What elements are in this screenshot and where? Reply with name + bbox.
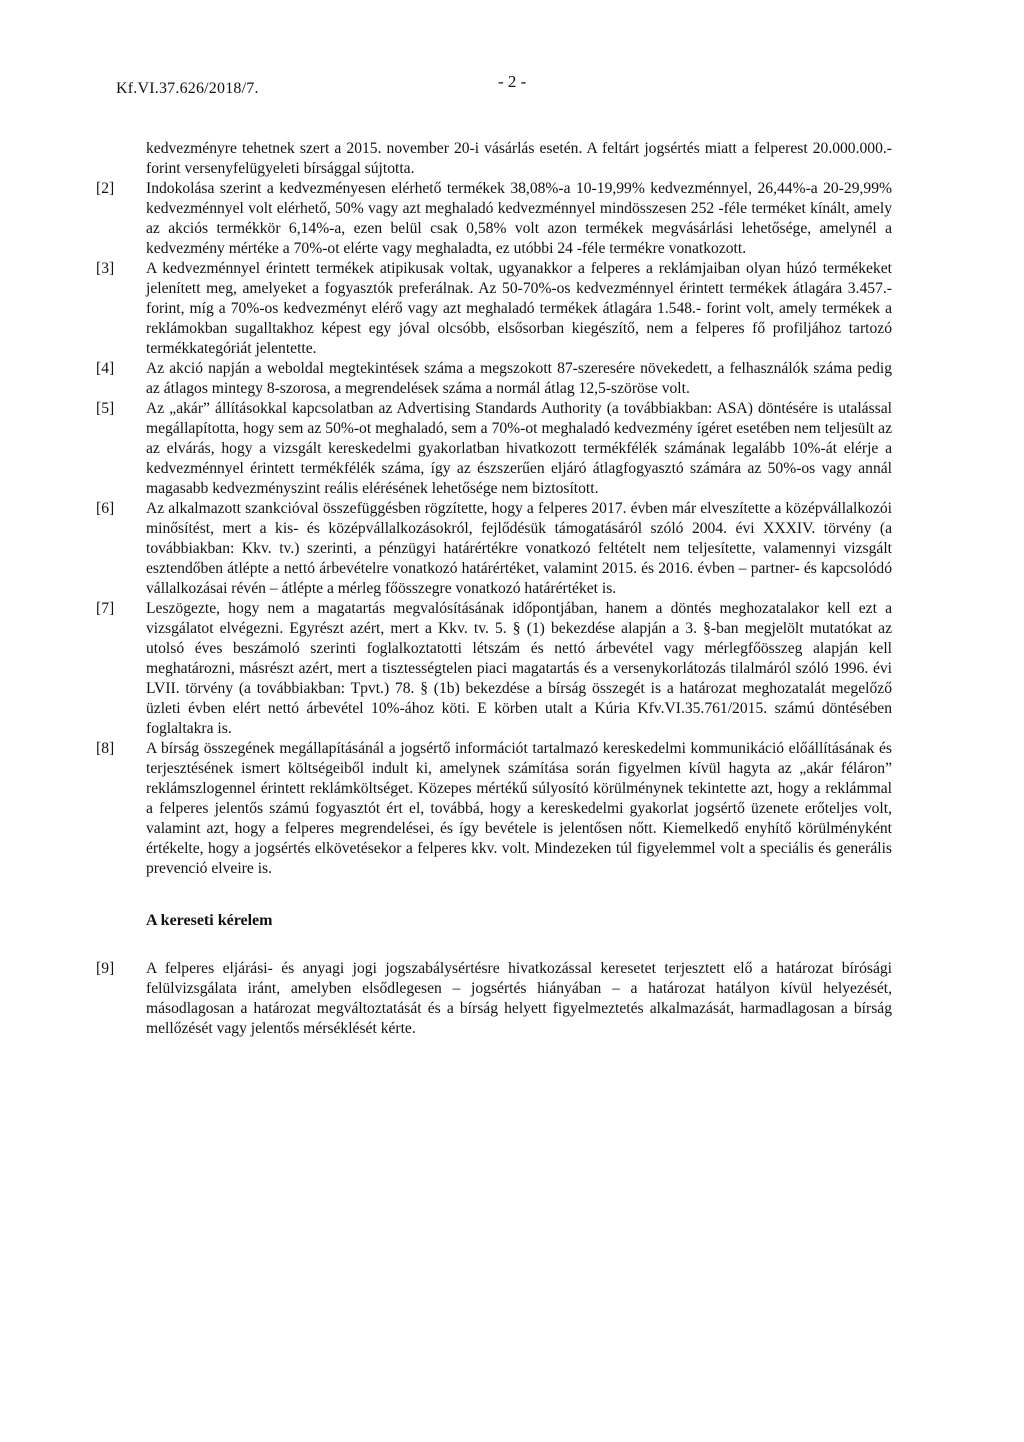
section-title: A kereseti kérelem bbox=[146, 912, 273, 929]
paragraph-6 bbox=[96, 499, 892, 599]
paragraph-number: [8] bbox=[96, 740, 115, 757]
paragraph-number: [7] bbox=[96, 600, 115, 617]
paragraph-text: Az akció napján a weboldal megtekintések száma a megszokott 87-szeresére növekedett, a felhasználók száma pedig az átlagos mintegy 8-szorosa, a megrendelések száma a normál átlag 12,5-szöröse volt. bbox=[146, 360, 892, 397]
intro-text: kedvezményre tehetnek szert a 2015. november 20-i vásárlás esetén. A feltárt jogsértés miatt a felperest 20.000.000.- forint versenyfelügyeleti bírsággal sújtotta. bbox=[146, 140, 892, 177]
paragraph-number: [5] bbox=[96, 400, 115, 417]
paragraph-2 bbox=[96, 179, 892, 259]
paragraph-text: A bírság összegének megállapításánál a jogsértő információt tartalmazó kereskedelmi kommunikáció előállításának és terjesztésének ismert költségeiből indult ki, amelynek számítása során figyelmen kívül hagyta az „akár féláron” reklámszlogennel érintett reklámköltséget. Közepes mértékű súlyosító körülménynek tekintette azt, hogy a reklámmal a felperes jelentős számú fogyasztót ért el, továbbá, hogy a kereskedelmi gyakorlat jogsértő üzenete erőteljes volt, valamint azt, hogy a felperes megrendelései, és így bevétele is jelentősen nőtt. Kiemelkedő enyhítő körülményként értékelte, hogy a jogsértés elkövetésekor a felperes kkv. volt. Mindezeken túl figyelemmel volt a speciális és generális prevenció elveire is. bbox=[146, 740, 892, 877]
paragraph-5 bbox=[96, 399, 892, 499]
page-number: - 2 - bbox=[498, 72, 527, 91]
paragraph-text: Leszögezte, hogy nem a magatartás megvalósításának időpontjában, hanem a döntés meghozatalakor kell ezt a vizsgálatot elvégezni. Egyrészt azért, mert a Kkv. tv. 5. § (1) bekezdése alapján a 3. §-ban megjelölt mutatókat az utolsó éves beszámoló szerinti foglalkoztatotti létszám és nettó árbevétel vagy mérlegfőösszeg alapján kell meghatározni, másrészt azért, mert a tisztességtelen piaci magatartás és a versenykorlátozás tilalmáról szóló 1996. évi LVII. törvény (a továbbiakban: Tpvt.) 78. § (1b) bekezdése a bírság összegét is a határozat meghozatalát megelőző üzleti évben elért nettó árbevétel 10%-ához köti. E körben utalt a Kúria Kfv.VI.35.761/2015. számú döntésében foglaltakra is. bbox=[146, 600, 892, 737]
paragraph-number: [6] bbox=[96, 500, 115, 517]
paragraph-number: [3] bbox=[96, 260, 115, 277]
paragraph-text: A kedvezménnyel érintett termékek atipikusak voltak, ugyanakkor a felperes a reklámjaiban olyan húzó termékeket jelenített meg, amelyeket a fogyasztók preferálnak. Az 50-70%-os kedvezménnyel érintett termékek átlagára 3.457.- forint, míg a 70%-os kedvezményt elérő vagy azt meghaladó termékek átlagára 1.548.- forint volt, amely termékek a reklámokban sugalltakhoz képest egy jóval olcsóbb, elsősorban kiegészítő, nem a felperes fő profiljához tartozó termékkategóriát jelentette. bbox=[146, 260, 892, 357]
paragraph-number: [2] bbox=[96, 180, 115, 197]
paragraph-4 bbox=[96, 359, 892, 399]
paragraph-text: Az „akár” állításokkal kapcsolatban az Advertising Standards Authority (a továbbiakban: ASA) döntésére is utalással megállapította, hogy sem az 50%-ot meghaladó, sem a 70%-ot meghaladó kedvezmény ígéret esetében nem teljesült az az elvárás, hogy a vizsgált kereskedelmi gyakorlatban hivatkozott termékfélék számának legalább 10%-át elérje a kedvezménnyel érintett termékfélék száma, így az észszerűen eljáró átlagfogyasztó számára az 50%-os vagy annál magasabb kedvezményszint reális elérésének lehetősége nem biztosított. bbox=[146, 400, 892, 497]
paragraph-7 bbox=[96, 599, 892, 739]
paragraph-number: [4] bbox=[96, 360, 115, 377]
paragraph-text: A felperes eljárási- és anyagi jogi jogszabálysértésre hivatkozással keresetet terjesztett elő a határozat bírósági felülvizsgálata iránt, amelyben elsődlegesen – jogsértés hiányában – a határozat hatályon kívül helyezését, másodlagosan a határozat megváltoztatását és a bírság helyett figyelmeztetés alkalmazását, harmadlagosan a bírság mellőzését vagy jelentős mérséklését kérte. bbox=[146, 960, 892, 1037]
paragraph-text: Indokolása szerint a kedvezményesen elérhető termékek 38,08%-a 10-19,99% kedvezménnyel, 26,44%-a 20-29,99% kedvezménnyel volt elérhető, 50% vagy azt meghaladó kedvezménnyel mindösszesen 252 -féle terméket kínált, amely az akciós termékkör 6,14%-a, ezen belül csak 0,58% volt azon termékek megvásárlási lehetősége, amelynél a kedvezmény mértéke a 70%-ot elérte vagy meghaladta, ez utóbbi 24 -féle termékre vonatkozott. bbox=[146, 180, 892, 257]
paragraph-number: [9] bbox=[96, 960, 115, 977]
paragraph-8 bbox=[96, 739, 892, 879]
paragraph-text: Az alkalmazott szankcióval összefüggésben rögzítette, hogy a felperes 2017. évben már elveszítette a középvállalkozói minősítést, mert a kis- és középvállalkozásokról, fejlődésük támogatásáról szóló 2004. évi XXXIV. törvény (a továbbiakban: Kkv. tv.) szerinti, a pénzügyi határértékre vonatkozó feltételt nem teljesítette, valamennyi vizsgált esztendőben átlépte a nettó árbevételre vonatkozó határértéket, valamint 2015. és 2016. évben – partner- és kapcsolódó vállalkozásai révén – átlépte a mérleg főösszegre vonatkozó határértéket is. bbox=[146, 500, 892, 597]
document-body bbox=[96, 139, 892, 1039]
paragraph-3 bbox=[96, 259, 892, 359]
case-number: Kf.VI.37.626/2018/7. bbox=[116, 80, 259, 97]
paragraph-9 bbox=[96, 959, 892, 1039]
